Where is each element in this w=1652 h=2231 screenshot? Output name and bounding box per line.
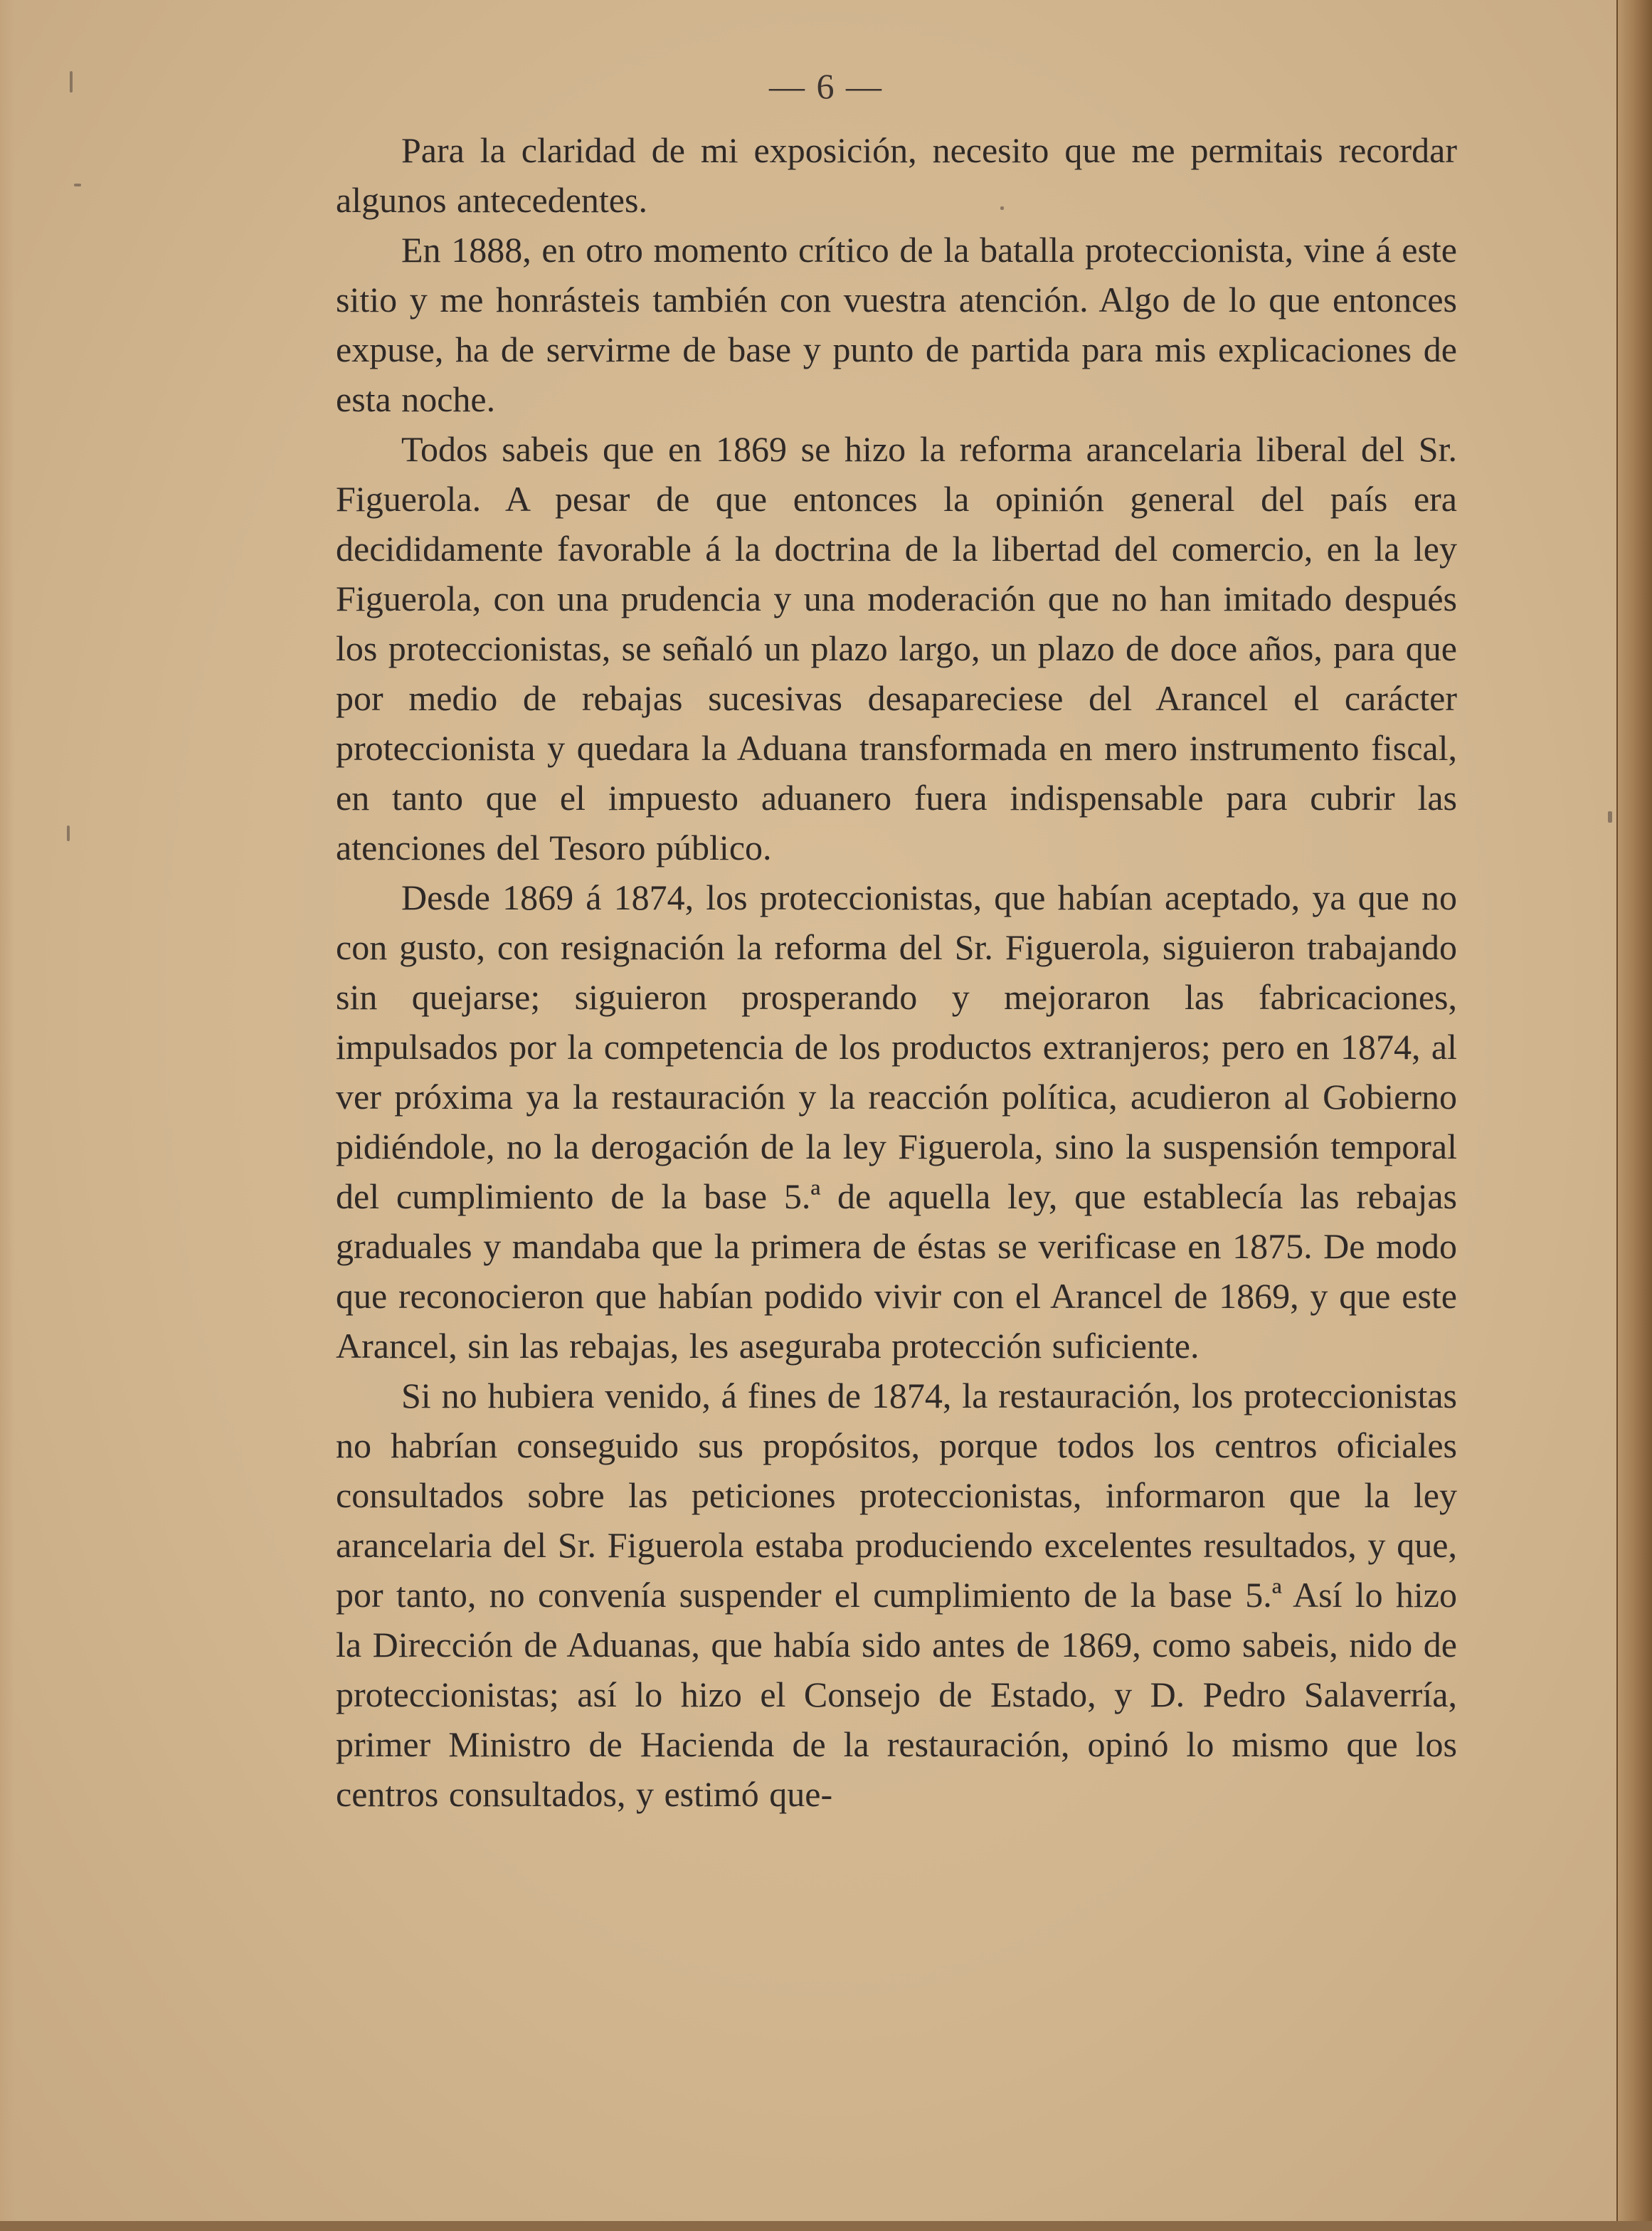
page-bottom-edge (0, 2221, 1652, 2231)
paper-speck (67, 826, 70, 841)
body-text (336, 125, 1457, 1819)
page-number: — 6 — (769, 66, 883, 106)
paragraph: Si no hubiera venido, á fines de 1874, la restauración, los proteccionistas no habrían conseguido sus propósitos, porque todos los centros oficiales consultados sobre las peticiones proteccionistas, informaron que la ley arancelaria del Sr. Figuerola estaba produciendo excelentes resultados, y que, por tanto, no convenía suspender el cumplimiento de la base 5.ª Así lo hizo la Dirección de Aduanas, que había sido antes de 1869, como sabeis, nido de proteccionistas; así lo hizo el Consejo de Estado, y D. Pedro Salaverría, primer Ministro de Hacienda de la restauración, opinó lo mismo que los centros consultados, y estimó que- (336, 1376, 1457, 1814)
paragraph: En 1888, en otro momento crítico de la batalla proteccionista, vine á este sitio y me honrásteis también con vuestra atención. Algo de lo que entonces expuse, ha de servirme de base y punto de partida para mis explicaciones de esta noche. (336, 230, 1457, 419)
paragraph: Todos sabeis que en 1869 se hizo la reforma arancelaria liberal del Sr. Figuerola. A pesar de que entonces la opinión general del país era decididamente favorable á la doctrina de la libertad del comercio, en la ley Figuerola, con una prudencia y una moderación que no han imitado después los proteccionistas, se señaló un plazo largo, un plazo de doce años, para que por medio de rebajas sucesivas desapareciese del Arancel el carácter proteccionista y quedara la Aduana transformada en mero instrumento fiscal, en tanto que el impuesto aduanero fuera indispensable para cubrir las atenciones del Tesoro público. (336, 429, 1457, 867)
paragraph: Para la claridad de mi exposición, necesito que me permitais recordar algunos antecedentes. (336, 130, 1457, 220)
page-binding-edge (1616, 0, 1652, 2231)
paper-speck (74, 184, 81, 186)
paragraph: Desde 1869 á 1874, los proteccionistas, que habían aceptado, ya que no con gusto, con resignación la reforma del Sr. Figuerola, siguieron trabajando sin quejarse; siguieron prosperando y mejoraron las fabricaciones, impulsados por la competencia de los productos extranjeros; pero en 1874, al ver próxima ya la restauración y la reacción política, acudieron al Gobierno pidiéndole, no la derogación de la ley Figuerola, sino la suspensión temporal del cumplimiento de la base 5.ª de aquella ley, que establecía las rebajas graduales y mandaba que la primera de éstas se verificase en 1875. De modo que reconocieron que habían podido vivir con el Arancel de 1869, y que este Arancel, sin las rebajas, les aseguraba protección suficiente. (336, 877, 1457, 1366)
page-left-shadow (0, 0, 14, 2231)
paper-speck (1608, 811, 1612, 823)
